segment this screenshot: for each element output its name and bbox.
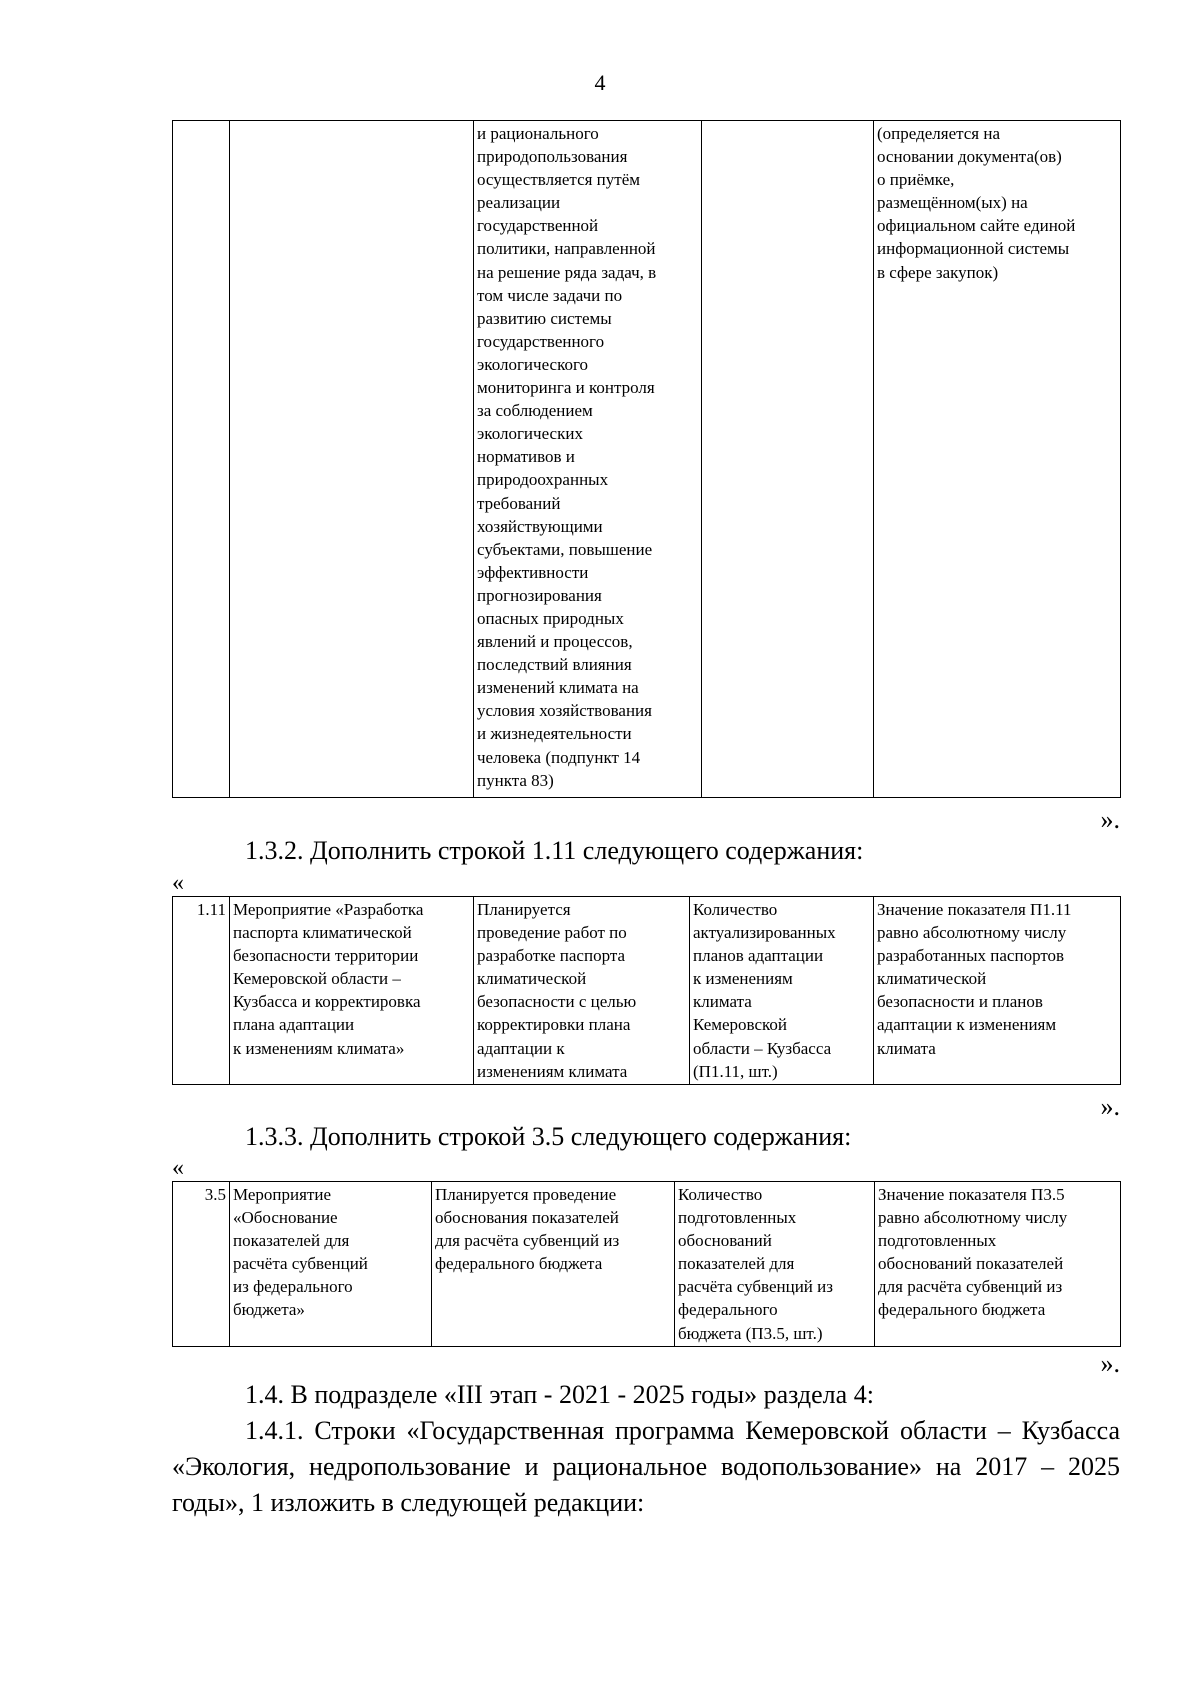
section-1-4-1-paragraph: 1.4.1. Строки «Государственная программа Кемеровской области – Кузбасса «Экология, недропользование и рациональное водопользование» на 2017 – 2025 годы», 1 изложить в следующей редакции: <box>172 1416 1120 1517</box>
section-1-3-3-paragraph: 1.3.3. Дополнить строкой 3.5 следующего содержания: <box>245 1122 852 1151</box>
indicator-name: Количество актуализированных планов адаптации к изменениям климата Кемеровской области – Кузбасса (П1.11, шт.) <box>690 897 874 1085</box>
indicator-formula: (определяется на основании документа(ов) о приёмке, размещённом(ых) на официальном сайте единой информационной системы в сфере закупок) <box>874 121 1121 798</box>
table-row-3-5 <box>172 1181 1121 1347</box>
opening-quote: « <box>172 870 184 896</box>
indicator-formula: Значение показателя П3.5 равно абсолютному числу подготовленных обоснований показателей для расчёта субвенций из федерального бюджета <box>875 1182 1121 1347</box>
row-number <box>173 121 230 798</box>
event-description: Планируется проведение работ по разработке паспорта климатической безопасности с целью корректировки плана адаптации к изменениям климата <box>474 897 690 1085</box>
table-row <box>173 1182 1121 1347</box>
table-row <box>173 897 1121 1085</box>
event-description: и рационального природопользования осуществляется путём реализации государственной политики, направленной на решение ряда задач, в том числе задачи по развитию системы государственного экологического мониторинга и контроля за соблюдением экологических нормативов и природоохранных требований хозяйствующими субъектами, повышение эффективности прогнозирования опасных природных явлений и процессов, последствий влияния изменений климата на условия хозяйствования и жизнедеятельности человека (подпункт 14 пункта 83) <box>474 121 702 798</box>
closing-quote: ». <box>1100 805 1120 834</box>
section-1-4-paragraph: 1.4. В подразделе «III этап - 2021 - 2025 годы» раздела 4: <box>245 1380 874 1409</box>
event-name: Мероприятие «Обоснование показателей для расчёта субвенций из федерального бюджета» <box>230 1182 432 1347</box>
indicator-name <box>702 121 874 798</box>
table-continuation <box>172 120 1121 798</box>
closing-quote: ». <box>1100 1349 1120 1378</box>
event-name <box>230 121 474 798</box>
section-1-3-2-paragraph: 1.3.2. Дополнить строкой 1.11 следующего содержания: <box>245 836 864 865</box>
event-description: Планируется проведение обоснования показателей для расчёта субвенций из федерального бюджета <box>432 1182 675 1347</box>
opening-quote: « <box>172 1155 184 1181</box>
table-row <box>173 121 1121 798</box>
closing-quote: ». <box>1100 1092 1120 1121</box>
event-name: Мероприятие «Разработка паспорта климатической безопасности территории Кемеровской области – Кузбасса и корректировка плана адаптации к изменениям климата» <box>230 897 474 1085</box>
indicator-formula: Значение показателя П1.11 равно абсолютному числу разработанных паспортов климатической безопасности и планов адаптации к изменениям климата <box>874 897 1121 1085</box>
row-number: 1.11 <box>173 897 230 1085</box>
table-row-1-11 <box>172 896 1121 1085</box>
row-number: 3.5 <box>173 1182 230 1347</box>
page-number: 4 <box>594 70 606 95</box>
indicator-name: Количество подготовленных обоснований показателей для расчёта субвенций из федерального бюджета (П3.5, шт.) <box>675 1182 875 1347</box>
